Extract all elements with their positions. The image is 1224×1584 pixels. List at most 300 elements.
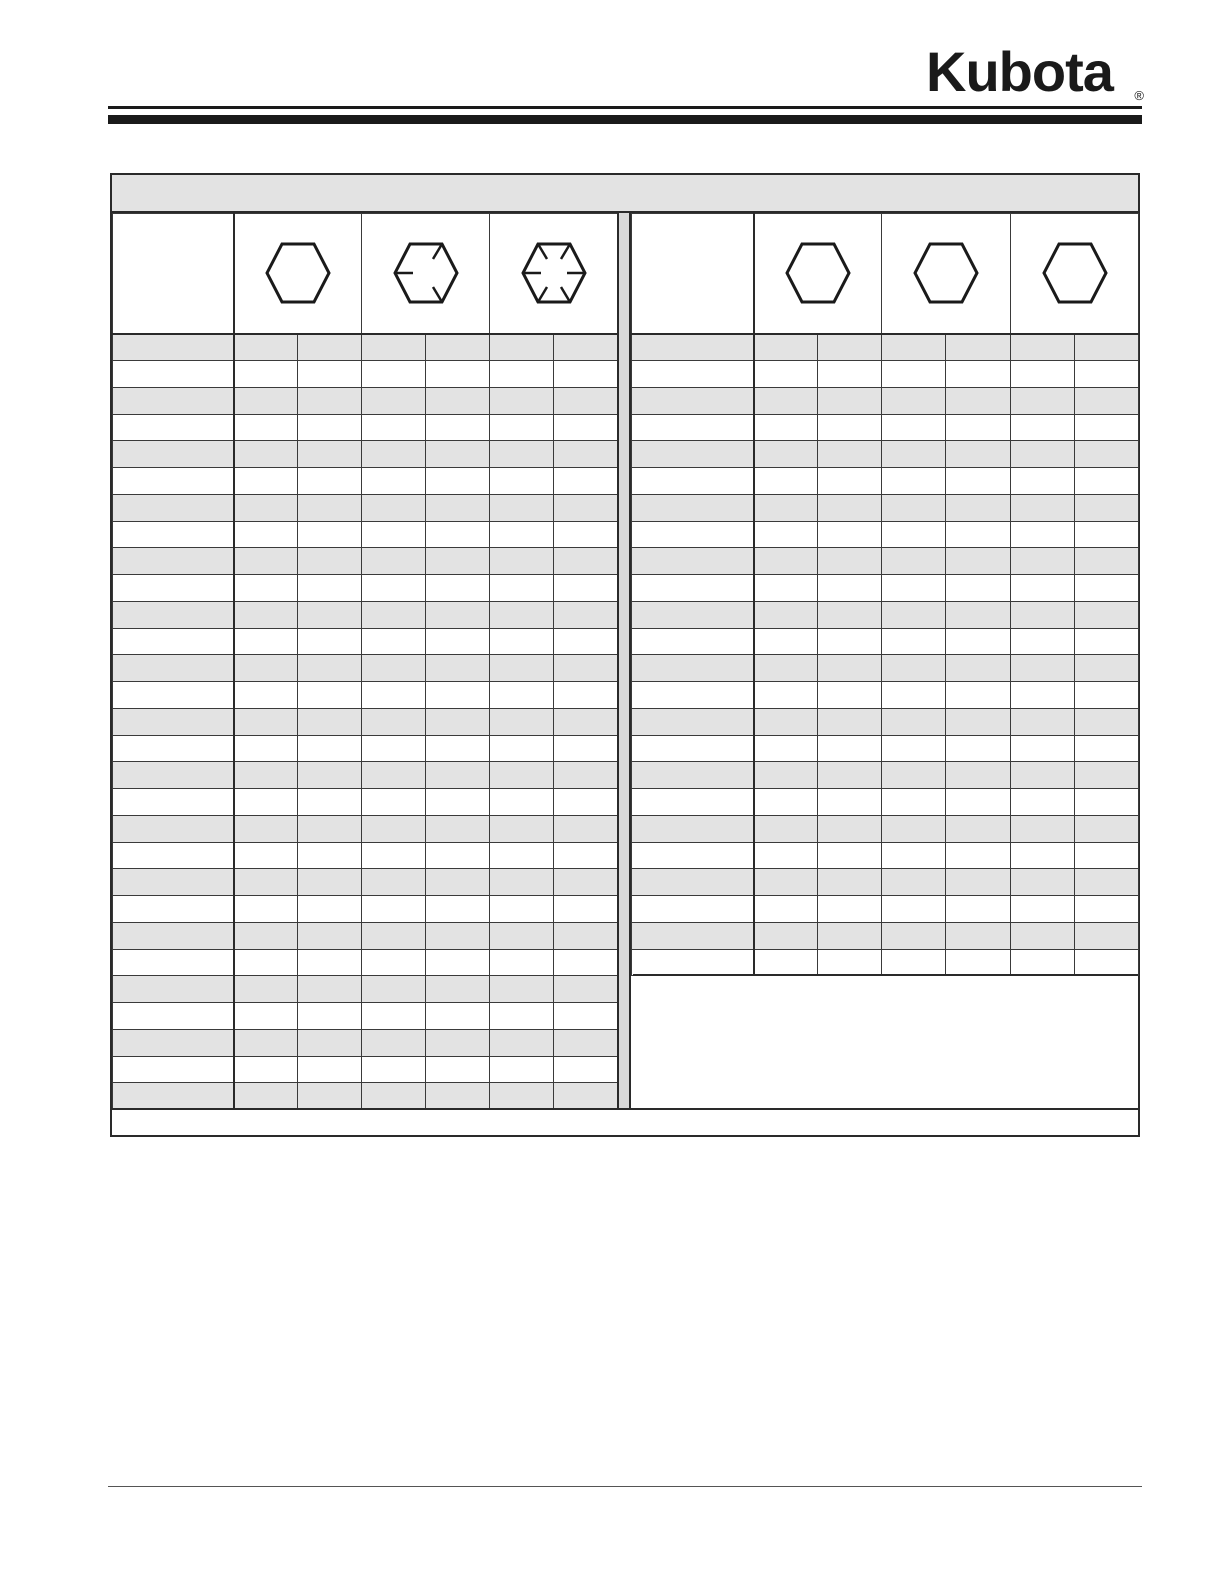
value-cell [426,468,490,495]
value-cell [298,494,362,521]
value-cell [426,601,490,628]
value-cell [554,976,618,1003]
size-cell [632,548,754,575]
value-cell [298,655,362,682]
value-cell [882,494,946,521]
value-cell [1011,628,1075,655]
value-cell [426,976,490,1003]
value-cell [946,655,1011,682]
value-cell [362,575,426,602]
table-row [632,735,1139,762]
notes-area [633,974,1138,1108]
size-cell [632,869,754,896]
value-cell [234,1029,298,1056]
value-cell [946,548,1011,575]
table-row [113,976,618,1003]
value-cell [554,949,618,976]
value-cell [298,628,362,655]
value-cell [298,976,362,1003]
table-row [632,655,1139,682]
value-cell [234,708,298,735]
value-cell [362,387,426,414]
value-cell [754,628,818,655]
value-cell [234,628,298,655]
size-cell [113,815,234,842]
table-row [113,468,618,495]
table-row [632,387,1139,414]
value-cell [362,548,426,575]
bolt-head-row [632,214,1139,334]
value-cell [490,1056,554,1083]
value-cell [818,708,882,735]
value-cell [818,387,882,414]
value-cell [426,762,490,789]
value-cell [1075,494,1139,521]
value-cell [754,494,818,521]
value-cell [882,869,946,896]
value-cell [554,601,618,628]
value-cell [754,414,818,441]
table-row [113,628,618,655]
value-cell [554,815,618,842]
value-cell [1011,949,1075,976]
value-cell [234,601,298,628]
value-cell [298,1056,362,1083]
value-cell [362,949,426,976]
value-cell [234,548,298,575]
value-cell [754,361,818,388]
value-cell [554,1029,618,1056]
value-cell [362,896,426,923]
table-row [632,628,1139,655]
value-cell [818,575,882,602]
value-cell [490,387,554,414]
value-cell [490,842,554,869]
value-cell [554,735,618,762]
value-cell [1075,735,1139,762]
value-cell [426,655,490,682]
value-cell [554,896,618,923]
value-cell [818,735,882,762]
value-cell [234,949,298,976]
value-cell [362,361,426,388]
value-cell [1075,762,1139,789]
value-cell [1075,922,1139,949]
table-row [113,521,618,548]
value-cell [754,387,818,414]
value-cell [1011,842,1075,869]
header-cell [554,334,618,361]
value-cell [554,1056,618,1083]
value-cell [946,869,1011,896]
value-cell [362,735,426,762]
value-cell [882,842,946,869]
value-cell [554,762,618,789]
value-cell [946,842,1011,869]
value-cell [818,414,882,441]
value-cell [490,708,554,735]
value-cell [754,735,818,762]
value-cell [426,628,490,655]
plain-hex-bolt-head-icon [882,214,1011,334]
value-cell [426,548,490,575]
value-cell [818,601,882,628]
table-row [632,789,1139,816]
value-cell [426,682,490,709]
value-cell [818,789,882,816]
value-cell [946,468,1011,495]
value-cell [234,789,298,816]
table-row [632,896,1139,923]
value-cell [234,922,298,949]
value-cell [818,494,882,521]
value-cell [234,896,298,923]
value-cell [298,575,362,602]
value-cell [554,441,618,468]
value-cell [554,575,618,602]
value-cell [1075,789,1139,816]
value-cell [298,387,362,414]
panel-divider [617,213,631,1109]
value-cell [946,922,1011,949]
value-cell [490,361,554,388]
value-cell [882,628,946,655]
value-cell [1011,735,1075,762]
table-row [113,655,618,682]
value-cell [426,387,490,414]
value-cell [818,655,882,682]
size-cell [632,896,754,923]
size-cell [113,628,234,655]
value-cell [946,575,1011,602]
table-row [113,708,618,735]
value-cell [554,521,618,548]
value-cell [882,708,946,735]
value-cell [362,414,426,441]
size-cell [113,1003,234,1030]
header-cell [298,334,362,361]
table-row [113,735,618,762]
size-cell [113,601,234,628]
value-cell [554,494,618,521]
value-cell [298,789,362,816]
value-cell [1075,414,1139,441]
table-row [113,1056,618,1083]
value-cell [298,548,362,575]
table-row [632,949,1139,976]
value-cell [490,494,554,521]
plain-hex-bolt-head-icon [754,214,882,334]
table-row [632,575,1139,602]
value-cell [882,468,946,495]
value-cell [298,735,362,762]
registered-mark: ® [1134,88,1144,103]
header-rule-thick [108,115,1142,124]
table-row [113,949,618,976]
size-cell [632,735,754,762]
size-cell [113,414,234,441]
value-cell [490,682,554,709]
table-row [632,922,1139,949]
value-cell [1075,949,1139,976]
table-row [632,601,1139,628]
table-row [113,548,618,575]
table-row [632,762,1139,789]
value-cell [1011,922,1075,949]
value-cell [490,468,554,495]
unit-header-row [113,334,618,361]
value-cell [1011,869,1075,896]
value-cell [882,601,946,628]
kubota-logo [926,40,1144,103]
size-cell [113,468,234,495]
value-cell [234,468,298,495]
value-cell [490,521,554,548]
header-cell [632,334,754,361]
header-cell [113,334,234,361]
value-cell [426,869,490,896]
value-cell [882,521,946,548]
size-cell [113,1029,234,1056]
value-cell [946,762,1011,789]
plain-hex-bolt-head-icon [234,214,362,334]
value-cell [426,815,490,842]
value-cell [234,414,298,441]
table-title [112,175,1138,213]
value-cell [754,762,818,789]
table-row [113,682,618,709]
table-row [113,762,618,789]
value-cell [882,387,946,414]
table-row [632,468,1139,495]
table-row [113,1029,618,1056]
value-cell [1075,441,1139,468]
value-cell [882,896,946,923]
value-cell [754,468,818,495]
value-cell [754,949,818,976]
value-cell [946,628,1011,655]
value-cell [882,762,946,789]
table-row [113,842,618,869]
value-cell [754,601,818,628]
value-cell [554,869,618,896]
value-cell [554,628,618,655]
value-cell [298,1083,362,1110]
value-cell [426,361,490,388]
header-cell [946,334,1011,361]
value-cell [426,441,490,468]
value-cell [882,655,946,682]
value-cell [1075,842,1139,869]
value-cell [426,842,490,869]
value-cell [426,1056,490,1083]
value-cell [946,387,1011,414]
table-row [113,789,618,816]
value-cell [754,869,818,896]
plain-hex-bolt-head-icon [1011,214,1139,334]
value-cell [490,869,554,896]
header-cell [362,334,426,361]
value-cell [234,387,298,414]
value-cell [234,655,298,682]
value-cell [362,869,426,896]
table-row [113,494,618,521]
value-cell [1011,655,1075,682]
value-cell [1075,628,1139,655]
size-cell [632,815,754,842]
size-cell [632,655,754,682]
table-row [113,387,618,414]
value-cell [298,708,362,735]
table-row [113,815,618,842]
hex-bolt-head-six-radial-marks-icon [490,214,618,334]
value-cell [1075,361,1139,388]
value-cell [362,628,426,655]
value-cell [490,1083,554,1110]
table-row [113,441,618,468]
value-cell [490,735,554,762]
value-cell [490,414,554,441]
size-cell [632,842,754,869]
value-cell [946,601,1011,628]
value-cell [1075,575,1139,602]
value-cell [234,976,298,1003]
table-row [632,494,1139,521]
size-cell [632,521,754,548]
value-cell [946,896,1011,923]
value-cell [882,789,946,816]
size-cell [632,601,754,628]
value-cell [1075,896,1139,923]
value-cell [298,869,362,896]
value-cell [754,815,818,842]
value-cell [298,441,362,468]
value-cell [490,922,554,949]
value-cell [882,922,946,949]
value-cell [362,842,426,869]
value-cell [754,575,818,602]
value-cell [298,414,362,441]
size-cell [113,521,234,548]
size-cell [113,762,234,789]
value-cell [1075,601,1139,628]
value-cell [882,548,946,575]
size-cell [632,387,754,414]
value-cell [554,655,618,682]
table-row [632,521,1139,548]
value-cell [1011,575,1075,602]
table-row [632,869,1139,896]
value-cell [234,361,298,388]
value-cell [362,789,426,816]
value-cell [554,922,618,949]
value-cell [946,708,1011,735]
value-cell [362,762,426,789]
value-cell [362,441,426,468]
size-cell [113,1083,234,1110]
table-row [632,414,1139,441]
value-cell [554,1003,618,1030]
value-cell [818,468,882,495]
value-cell [882,815,946,842]
left-torque-table [112,213,618,1110]
size-cell [113,655,234,682]
size-cell [632,628,754,655]
value-cell [298,762,362,789]
value-cell [818,922,882,949]
size-cell [113,575,234,602]
value-cell [298,896,362,923]
size-cell [113,789,234,816]
value-cell [234,869,298,896]
value-cell [818,628,882,655]
value-cell [426,949,490,976]
value-cell [298,922,362,949]
value-cell [234,815,298,842]
hex-bolt-head-three-radial-marks-icon [362,214,490,334]
value-cell [1075,655,1139,682]
size-cell [113,708,234,735]
size-cell [632,575,754,602]
table-row [632,361,1139,388]
value-cell [1011,387,1075,414]
value-cell [298,682,362,709]
value-cell [554,708,618,735]
value-cell [362,976,426,1003]
value-cell [946,361,1011,388]
value-cell [754,896,818,923]
size-cell [632,762,754,789]
value-cell [490,949,554,976]
value-cell [554,414,618,441]
value-cell [1075,521,1139,548]
value-cell [490,815,554,842]
value-cell [882,361,946,388]
size-head-label [113,214,234,334]
value-cell [426,1003,490,1030]
value-cell [754,682,818,709]
table-row [632,842,1139,869]
value-cell [554,1083,618,1110]
size-cell [632,468,754,495]
value-cell [362,682,426,709]
value-cell [234,1003,298,1030]
value-cell [490,762,554,789]
value-cell [1075,548,1139,575]
header-rule-thin [108,106,1142,109]
value-cell [818,682,882,709]
value-cell [298,949,362,976]
value-cell [362,708,426,735]
value-cell [818,441,882,468]
value-cell [362,1056,426,1083]
value-cell [1075,869,1139,896]
value-cell [490,1029,554,1056]
value-cell [426,922,490,949]
value-cell [554,548,618,575]
value-cell [234,494,298,521]
size-cell [632,441,754,468]
value-cell [1011,414,1075,441]
size-cell [113,361,234,388]
size-head-label [632,214,754,334]
table-row [113,414,618,441]
value-cell [946,789,1011,816]
value-cell [1011,682,1075,709]
value-cell [1011,468,1075,495]
size-cell [113,682,234,709]
value-cell [1011,441,1075,468]
